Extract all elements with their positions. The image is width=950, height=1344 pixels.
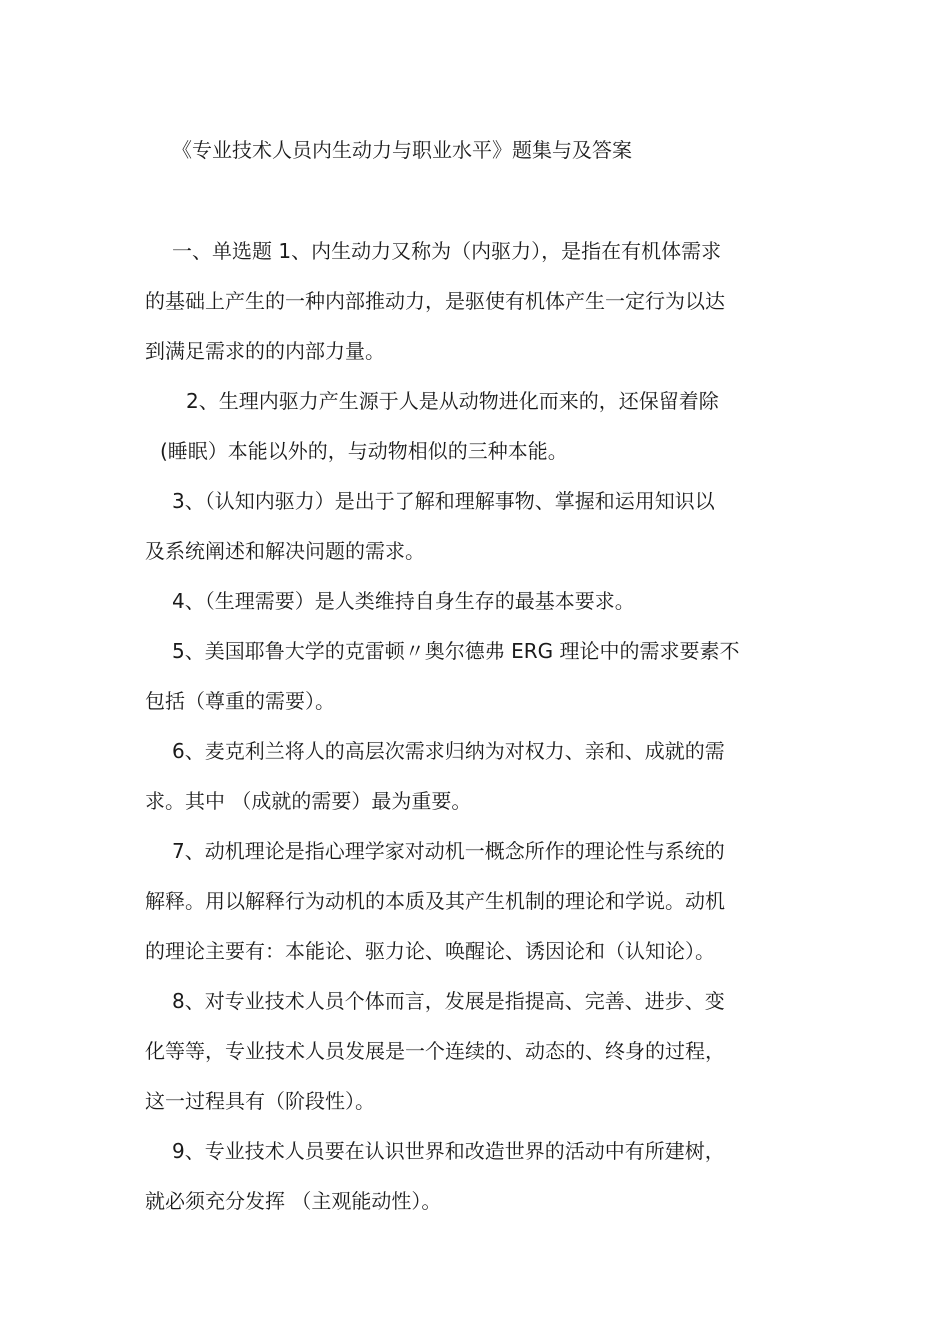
text-line: 8、对专业技术人员个体而言，发展是指提高、完善、进步、变 [172, 989, 725, 1013]
text-line: 2、生理内驱力产生源于人是从动物进化而来的，还保留着除 [186, 389, 719, 413]
text-line: 这一过程具有（阶段性）。 [145, 1089, 375, 1113]
text-line: (睡眠）本能以外的，与动物相似的三种本能。 [160, 439, 568, 463]
text-line: 化等等，专业技术人员发展是一个连续的、动态的、终身的过程， [145, 1039, 725, 1063]
text-line: 就必须充分发挥 （主观能动性）。 [145, 1189, 442, 1213]
text-line: 5、美国耶鲁大学的克雷顿〃奥尔德弗 ERG 理论中的需求要素不 [172, 639, 740, 663]
text-line: 包括（尊重的需要）。 [145, 689, 335, 713]
text-line: 7、动机理论是指心理学家对动机一概念所作的理论性与系统的 [172, 839, 725, 863]
text-line: 到满足需求的的内部力量。 [145, 339, 385, 363]
text-line: 解释。用以解释行为动机的本质及其产生机制的理论和学说。动机 [145, 889, 725, 913]
document-title: 《专业技术人员内生动力与职业水平》题集与及答案 [172, 138, 632, 162]
text-line: 6、麦克利兰将人的高层次需求归纳为对权力、亲和、成就的需 [172, 739, 725, 763]
text-line: 的基础上产生的一种内部推动力，是驱使有机体产生一定行为以达 [145, 289, 725, 313]
text-line: 求。其中 （成就的需要）最为重要。 [145, 789, 472, 813]
text-line: 4、（生理需要）是人类维持自身生存的最基本要求。 [172, 589, 635, 613]
text-line: 及系统阐述和解决问题的需求。 [145, 539, 425, 563]
text-line: 一、单选题 1、内生动力又称为（内驱力），是指在有机体需求 [172, 239, 722, 263]
text-line: 3、（认知内驱力）是出于了解和理解事物、掌握和运用知识以 [172, 489, 715, 513]
text-line: 的理论主要有：本能论、驱力论、唤醒论、诱因论和（认知论）。 [145, 939, 715, 963]
text-line: 9、专业技术人员要在认识世界和改造世界的活动中有所建树， [172, 1139, 725, 1163]
